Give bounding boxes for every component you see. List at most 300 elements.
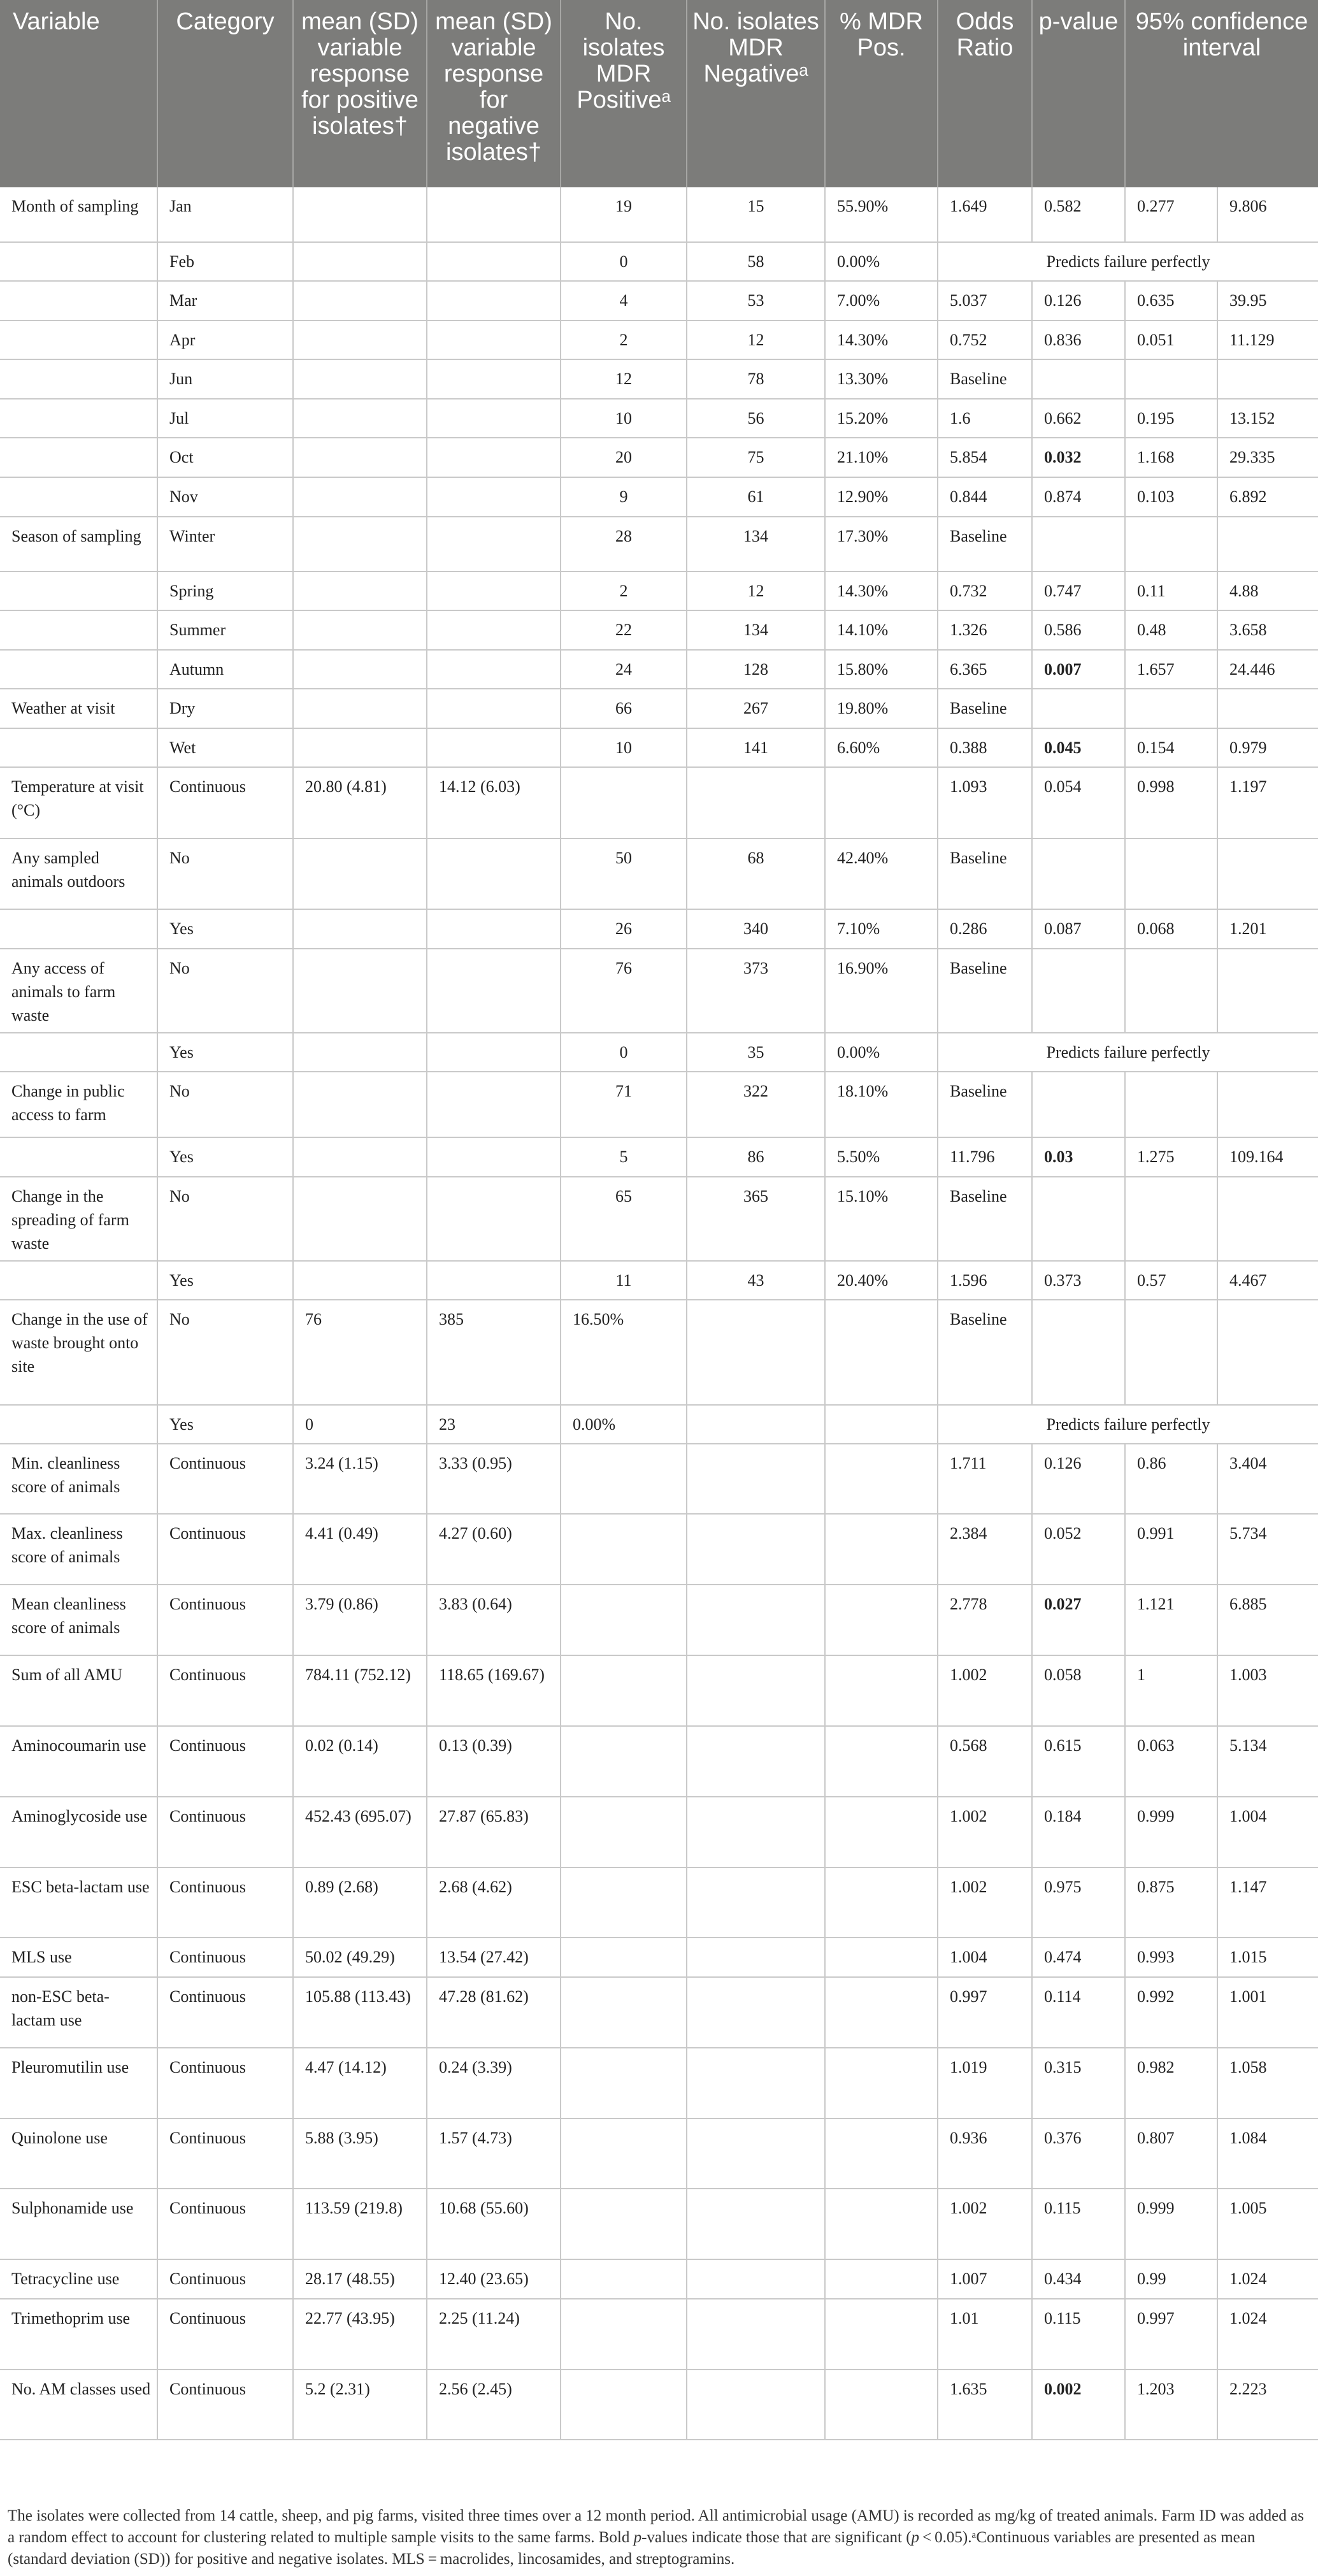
cell-category: Mar <box>157 281 293 320</box>
cell-mdr-positive <box>561 2259 687 2299</box>
cell-ci-high <box>1217 1300 1318 1405</box>
cell-mdr-percent: 0.00% <box>825 1033 938 1072</box>
cell-mdr-positive <box>561 1867 687 1938</box>
table-row <box>0 1938 1318 1977</box>
cell-mdr-percent <box>825 1405 938 1444</box>
cell-variable <box>0 438 157 477</box>
cell-variable: Quinolone use <box>0 2119 157 2189</box>
cell-odds-ratio: 1.596 <box>938 1261 1032 1300</box>
cell-category: Continuous <box>157 2370 293 2440</box>
cell-variable: Mean cleanliness score of animals <box>0 1585 157 1655</box>
cell-category: Continuous <box>157 1655 293 1726</box>
cell-ci-low: 0.998 <box>1125 767 1217 838</box>
cell-positive-mean: 76 <box>293 1300 427 1405</box>
cell-odds-ratio: 2.384 <box>938 1514 1032 1585</box>
cell-category: Continuous <box>157 2048 293 2119</box>
table-row <box>0 1444 1318 1514</box>
table-row <box>0 1177 1318 1261</box>
cell-category: Feb <box>157 242 293 281</box>
cell-positive-mean <box>293 949 427 1033</box>
cell-mdr-percent: 42.40% <box>825 838 938 909</box>
cell-negative-mean <box>427 650 561 689</box>
cell-mdr-negative: 43 <box>687 1261 825 1300</box>
cell-positive-mean: 22.77 (43.95) <box>293 2299 427 2370</box>
cell-category: Winter <box>157 517 293 572</box>
cell-mdr-positive <box>561 1514 687 1585</box>
table-row <box>0 650 1318 689</box>
cell-ci-high: 4.88 <box>1217 572 1318 610</box>
cell-positive-mean <box>293 838 427 909</box>
cell-positive-mean <box>293 1261 427 1300</box>
cell-negative-mean: 0.13 (0.39) <box>427 1726 561 1797</box>
cell-ci-low: 0.807 <box>1125 2119 1217 2189</box>
cell-positive-mean: 50.02 (49.29) <box>293 1938 427 1977</box>
cell-p-value <box>1032 838 1125 909</box>
cell-p-value: 0.007 <box>1032 650 1125 689</box>
cell-positive-mean: 0.89 (2.68) <box>293 1867 427 1938</box>
table-row <box>0 610 1318 650</box>
cell-mdr-positive <box>561 1977 687 2048</box>
cell-mdr-percent <box>825 2048 938 2119</box>
table-row <box>0 2189 1318 2259</box>
cell-mdr-percent: 15.20% <box>825 399 938 438</box>
cell-category: Continuous <box>157 1938 293 1977</box>
cell-mdr-positive: 2 <box>561 572 687 610</box>
table-row <box>0 1585 1318 1655</box>
cell-mdr-percent <box>825 1726 938 1797</box>
cell-p-value: 0.114 <box>1032 1977 1125 2048</box>
cell-variable: Weather at visit <box>0 689 157 728</box>
table-row <box>0 1726 1318 1797</box>
cell-mdr-positive: 0 <box>561 1033 687 1072</box>
cell-variable: non-ESC beta-lactam use <box>0 1977 157 2048</box>
cell-mdr-positive <box>561 2370 687 2440</box>
cell-negative-mean: 0.24 (3.39) <box>427 2048 561 2119</box>
cell-negative-mean <box>427 838 561 909</box>
cell-variable: Any sampled animals outdoors <box>0 838 157 909</box>
cell-mdr-positive <box>561 2299 687 2370</box>
cell-p-value: 0.376 <box>1032 2119 1125 2189</box>
cell-negative-mean <box>427 477 561 517</box>
cell-positive-mean <box>293 477 427 517</box>
cell-mdr-percent: 5.50% <box>825 1137 938 1177</box>
cell-mdr-negative: 12 <box>687 572 825 610</box>
cell-positive-mean <box>293 1137 427 1177</box>
cell-mdr-percent <box>825 2299 938 2370</box>
cell-mdr-positive <box>561 1655 687 1726</box>
cell-category: Continuous <box>157 1977 293 2048</box>
cell-category: Continuous <box>157 1726 293 1797</box>
cell-p-value: 0.087 <box>1032 909 1125 949</box>
cell-ci-low: 0.991 <box>1125 1514 1217 1585</box>
cell-mdr-percent: 12.90% <box>825 477 938 517</box>
cell-category: Spring <box>157 572 293 610</box>
cell-negative-mean <box>427 399 561 438</box>
cell-category: Summer <box>157 610 293 650</box>
cell-mdr-percent: 21.10% <box>825 438 938 477</box>
cell-mdr-negative <box>687 2048 825 2119</box>
cell-mdr-negative <box>687 1977 825 2048</box>
header-mdr-positive-text: No. isolates MDR Positiveᵃ <box>577 8 671 113</box>
cell-ci-low: 0.195 <box>1125 399 1217 438</box>
cell-mdr-positive: 66 <box>561 689 687 728</box>
cell-ci-high: 1.201 <box>1217 909 1318 949</box>
cell-p-value: 0.002 <box>1032 2370 1125 2440</box>
cell-category: Continuous <box>157 2259 293 2299</box>
cell-mdr-positive <box>561 1938 687 1977</box>
cell-ci-low: 0.103 <box>1125 477 1217 517</box>
cell-odds-ratio-note: Predicts failure perfectly <box>938 1405 1318 1444</box>
cell-odds-ratio: 6.365 <box>938 650 1032 689</box>
cell-variable: Tetracycline use <box>0 2259 157 2299</box>
header-mdr-positive <box>561 0 687 187</box>
cell-variable: Any access of animals to farm waste <box>0 949 157 1033</box>
cell-p-value: 0.373 <box>1032 1261 1125 1300</box>
cell-category: No <box>157 949 293 1033</box>
table-row <box>0 477 1318 517</box>
cell-positive-mean: 0.02 (0.14) <box>293 1726 427 1797</box>
cell-positive-mean <box>293 728 427 767</box>
header-positive-mean-text: mean (SD) variable response for positive isolates† <box>301 8 419 140</box>
cell-mdr-negative <box>687 2119 825 2189</box>
cell-mdr-negative: 75 <box>687 438 825 477</box>
cell-negative-mean: 385 <box>427 1300 561 1405</box>
cell-mdr-percent <box>825 767 938 838</box>
cell-category: Nov <box>157 477 293 517</box>
cell-ci-high: 1.024 <box>1217 2299 1318 2370</box>
cell-odds-ratio: 0.997 <box>938 1977 1032 2048</box>
cell-odds-ratio: 2.778 <box>938 1585 1032 1655</box>
cell-p-value: 0.615 <box>1032 1726 1125 1797</box>
cell-mdr-positive: 50 <box>561 838 687 909</box>
cell-mdr-positive <box>561 767 687 838</box>
table-row <box>0 2119 1318 2189</box>
cell-odds-ratio: 1.007 <box>938 2259 1032 2299</box>
cell-mdr-percent: 13.30% <box>825 359 938 399</box>
cell-ci-low: 1.168 <box>1125 438 1217 477</box>
cell-variable: Max. cleanliness score of animals <box>0 1514 157 1585</box>
cell-p-value: 0.975 <box>1032 1867 1125 1938</box>
cell-mdr-positive: 0.00% <box>561 1405 687 1444</box>
table-row <box>0 1261 1318 1300</box>
cell-mdr-percent: 7.00% <box>825 281 938 320</box>
cell-positive-mean <box>293 1177 427 1261</box>
cell-mdr-positive: 10 <box>561 399 687 438</box>
cell-negative-mean: 3.83 (0.64) <box>427 1585 561 1655</box>
cell-mdr-negative: 134 <box>687 610 825 650</box>
cell-variable: Change in the use of waste brought onto site <box>0 1300 157 1405</box>
cell-mdr-negative: 86 <box>687 1137 825 1177</box>
cell-mdr-negative <box>687 1444 825 1514</box>
cell-variable: Min. cleanliness score of animals <box>0 1444 157 1514</box>
cell-odds-ratio: 5.854 <box>938 438 1032 477</box>
cell-negative-mean: 14.12 (6.03) <box>427 767 561 838</box>
cell-odds-ratio: 0.568 <box>938 1726 1032 1797</box>
cell-ci-low: 0.999 <box>1125 2189 1217 2259</box>
footnote-part3: < 0.05).ᵃContinuous variables are presented as mean (standard deviation (SD)) for positive and negative isolates. MLS = macrolides, lincosamides, and streptogramins. <box>8 2529 1256 2568</box>
cell-mdr-positive: 24 <box>561 650 687 689</box>
cell-negative-mean <box>427 517 561 572</box>
cell-category: Yes <box>157 1033 293 1072</box>
cell-category: Continuous <box>157 1797 293 1867</box>
cell-mdr-positive: 4 <box>561 281 687 320</box>
cell-ci-high: 1.001 <box>1217 1977 1318 2048</box>
cell-ci-low <box>1125 1072 1217 1137</box>
cell-mdr-percent <box>825 1655 938 1726</box>
cell-ci-high <box>1217 689 1318 728</box>
cell-variable: Season of sampling <box>0 517 157 572</box>
cell-p-value <box>1032 1177 1125 1261</box>
cell-variable <box>0 650 157 689</box>
cell-ci-low <box>1125 689 1217 728</box>
cell-ci-high: 4.467 <box>1217 1261 1318 1300</box>
cell-mdr-negative: 141 <box>687 728 825 767</box>
cell-category: Continuous <box>157 2299 293 2370</box>
cell-negative-mean: 2.25 (11.24) <box>427 2299 561 2370</box>
cell-ci-high: 1.005 <box>1217 2189 1318 2259</box>
cell-category: Continuous <box>157 2119 293 2189</box>
cell-variable <box>0 610 157 650</box>
cell-mdr-positive: 71 <box>561 1072 687 1137</box>
table-row <box>0 1977 1318 2048</box>
cell-category: Apr <box>157 320 293 359</box>
cell-variable: No. AM classes used <box>0 2370 157 2440</box>
cell-mdr-negative <box>687 767 825 838</box>
table-row <box>0 2048 1318 2119</box>
cell-p-value <box>1032 949 1125 1033</box>
cell-ci-high: 39.95 <box>1217 281 1318 320</box>
cell-mdr-positive <box>561 1585 687 1655</box>
cell-variable: Sulphonamide use <box>0 2189 157 2259</box>
cell-mdr-negative <box>687 1797 825 1867</box>
cell-mdr-negative: 12 <box>687 320 825 359</box>
cell-positive-mean: 452.43 (695.07) <box>293 1797 427 1867</box>
cell-p-value: 0.115 <box>1032 2299 1125 2370</box>
cell-mdr-positive: 76 <box>561 949 687 1033</box>
cell-category: Yes <box>157 1137 293 1177</box>
cell-negative-mean <box>427 610 561 650</box>
cell-mdr-percent <box>825 1444 938 1514</box>
table-row <box>0 1405 1318 1444</box>
cell-p-value: 0.474 <box>1032 1938 1125 1977</box>
cell-positive-mean <box>293 517 427 572</box>
cell-mdr-positive: 9 <box>561 477 687 517</box>
cell-ci-high: 1.084 <box>1217 2119 1318 2189</box>
cell-odds-ratio: 1.019 <box>938 2048 1032 2119</box>
cell-p-value: 0.586 <box>1032 610 1125 650</box>
cell-positive-mean: 3.79 (0.86) <box>293 1585 427 1655</box>
cell-category: Continuous <box>157 767 293 838</box>
cell-mdr-negative <box>687 1514 825 1585</box>
cell-odds-ratio: 1.635 <box>938 2370 1032 2440</box>
cell-mdr-percent: 15.80% <box>825 650 938 689</box>
cell-category: Yes <box>157 1405 293 1444</box>
cell-positive-mean <box>293 438 427 477</box>
table-row <box>0 399 1318 438</box>
cell-mdr-negative <box>687 2259 825 2299</box>
cell-negative-mean <box>427 1177 561 1261</box>
cell-mdr-negative <box>687 1585 825 1655</box>
cell-ci-high: 1.197 <box>1217 767 1318 838</box>
cell-p-value: 0.747 <box>1032 572 1125 610</box>
cell-ci-high: 3.404 <box>1217 1444 1318 1514</box>
cell-p-value: 0.032 <box>1032 438 1125 477</box>
cell-ci-high: 1.015 <box>1217 1938 1318 1977</box>
cell-variable <box>0 909 157 949</box>
cell-odds-ratio: Baseline <box>938 1177 1032 1261</box>
cell-negative-mean: 10.68 (55.60) <box>427 2189 561 2259</box>
cell-positive-mean: 784.11 (752.12) <box>293 1655 427 1726</box>
cell-odds-ratio: 1.004 <box>938 1938 1032 1977</box>
cell-odds-ratio: 0.732 <box>938 572 1032 610</box>
cell-variable: Trimethoprim use <box>0 2299 157 2370</box>
cell-category: Autumn <box>157 650 293 689</box>
footnote-part2: -values indicate those that are significant ( <box>641 2529 912 2546</box>
cell-odds-ratio-note: Predicts failure perfectly <box>938 242 1318 281</box>
cell-mdr-positive: 26 <box>561 909 687 949</box>
cell-positive-mean: 5.88 (3.95) <box>293 2119 427 2189</box>
cell-positive-mean <box>293 187 427 242</box>
cell-mdr-negative <box>687 1726 825 1797</box>
cell-mdr-positive: 11 <box>561 1261 687 1300</box>
table-row <box>0 242 1318 281</box>
cell-ci-high: 1.003 <box>1217 1655 1318 1726</box>
table-row <box>0 1033 1318 1072</box>
cell-variable <box>0 1137 157 1177</box>
cell-p-value: 0.052 <box>1032 1514 1125 1585</box>
cell-odds-ratio: Baseline <box>938 689 1032 728</box>
cell-ci-low: 1 <box>1125 1655 1217 1726</box>
cell-variable <box>0 572 157 610</box>
header-positive-mean <box>293 0 427 187</box>
cell-ci-high <box>1217 517 1318 572</box>
cell-p-value: 0.027 <box>1032 1585 1125 1655</box>
cell-mdr-positive <box>561 2119 687 2189</box>
cell-odds-ratio: Baseline <box>938 359 1032 399</box>
cell-negative-mean: 47.28 (81.62) <box>427 1977 561 2048</box>
cell-odds-ratio: 1.093 <box>938 767 1032 838</box>
cell-negative-mean <box>427 320 561 359</box>
cell-positive-mean <box>293 242 427 281</box>
cell-mdr-percent: 15.10% <box>825 1177 938 1261</box>
cell-mdr-percent <box>825 2189 938 2259</box>
cell-ci-low: 0.982 <box>1125 2048 1217 2119</box>
table-row <box>0 517 1318 572</box>
cell-ci-high: 1.004 <box>1217 1797 1318 1867</box>
cell-category: Jun <box>157 359 293 399</box>
cell-ci-high: 2.223 <box>1217 2370 1318 2440</box>
cell-variable <box>0 1405 157 1444</box>
cell-mdr-percent <box>825 2259 938 2299</box>
cell-p-value <box>1032 359 1125 399</box>
cell-odds-ratio: 0.388 <box>938 728 1032 767</box>
cell-mdr-positive: 22 <box>561 610 687 650</box>
cell-ci-low: 0.635 <box>1125 281 1217 320</box>
header-mdr-negative-text: No. isolates MDR Negativeᵃ <box>692 8 819 87</box>
cell-negative-mean <box>427 187 561 242</box>
cell-ci-low <box>1125 517 1217 572</box>
cell-variable <box>0 242 157 281</box>
cell-odds-ratio: 1.711 <box>938 1444 1032 1514</box>
cell-p-value: 0.582 <box>1032 187 1125 242</box>
cell-p-value: 0.874 <box>1032 477 1125 517</box>
cell-mdr-negative: 15 <box>687 187 825 242</box>
cell-positive-mean <box>293 650 427 689</box>
cell-mdr-positive: 16.50% <box>561 1300 687 1405</box>
cell-mdr-percent: 6.60% <box>825 728 938 767</box>
cell-category: Continuous <box>157 2189 293 2259</box>
cell-odds-ratio: 1.01 <box>938 2299 1032 2370</box>
cell-positive-mean: 3.24 (1.15) <box>293 1444 427 1514</box>
header-mdr-percent: % MDR Pos. <box>825 0 938 187</box>
cell-mdr-negative: 365 <box>687 1177 825 1261</box>
cell-mdr-positive <box>561 2048 687 2119</box>
cell-mdr-negative <box>687 1300 825 1405</box>
table-row <box>0 949 1318 1033</box>
cell-negative-mean: 118.65 (169.67) <box>427 1655 561 1726</box>
cell-category: Jan <box>157 187 293 242</box>
cell-mdr-percent: 20.40% <box>825 1261 938 1300</box>
cell-mdr-percent: 14.30% <box>825 572 938 610</box>
cell-negative-mean: 23 <box>427 1405 561 1444</box>
cell-negative-mean <box>427 689 561 728</box>
cell-negative-mean: 13.54 (27.42) <box>427 1938 561 1977</box>
cell-variable: Change in the spreading of farm waste <box>0 1177 157 1261</box>
cell-negative-mean <box>427 281 561 320</box>
cell-negative-mean <box>427 1137 561 1177</box>
cell-ci-low: 0.11 <box>1125 572 1217 610</box>
cell-p-value: 0.434 <box>1032 2259 1125 2299</box>
cell-p-value <box>1032 689 1125 728</box>
footnote-p-italic-2: p <box>911 2529 920 2546</box>
cell-ci-low: 0.068 <box>1125 909 1217 949</box>
cell-ci-low: 0.992 <box>1125 1977 1217 2048</box>
cell-mdr-percent: 55.90% <box>825 187 938 242</box>
cell-ci-high: 24.446 <box>1217 650 1318 689</box>
cell-category: Continuous <box>157 1514 293 1585</box>
cell-ci-high: 1.024 <box>1217 2259 1318 2299</box>
cell-p-value: 0.03 <box>1032 1137 1125 1177</box>
cell-mdr-positive: 2 <box>561 320 687 359</box>
cell-mdr-negative <box>687 1867 825 1938</box>
cell-ci-low: 0.48 <box>1125 610 1217 650</box>
cell-odds-ratio: 1.649 <box>938 187 1032 242</box>
cell-ci-high: 11.129 <box>1217 320 1318 359</box>
cell-odds-ratio: 5.037 <box>938 281 1032 320</box>
cell-mdr-negative <box>687 1938 825 1977</box>
cell-positive-mean <box>293 909 427 949</box>
cell-p-value: 0.115 <box>1032 2189 1125 2259</box>
cell-ci-low: 1.203 <box>1125 2370 1217 2440</box>
cell-mdr-percent: 19.80% <box>825 689 938 728</box>
cell-negative-mean: 27.87 (65.83) <box>427 1797 561 1867</box>
cell-mdr-positive: 20 <box>561 438 687 477</box>
cell-mdr-positive: 0 <box>561 242 687 281</box>
cell-variable <box>0 399 157 438</box>
cell-odds-ratio: 1.002 <box>938 2189 1032 2259</box>
table-row <box>0 187 1318 242</box>
cell-mdr-negative: 78 <box>687 359 825 399</box>
cell-mdr-positive: 5 <box>561 1137 687 1177</box>
cell-category: No <box>157 1177 293 1261</box>
cell-mdr-percent <box>825 1867 938 1938</box>
cell-category: No <box>157 1072 293 1137</box>
cell-odds-ratio: 1.6 <box>938 399 1032 438</box>
cell-mdr-positive: 12 <box>561 359 687 399</box>
footnote-part1: The isolates were collected from 14 cattle, sheep, and pig farms, visited three times over a 12 month period. All antimicrobial usage (AMU) is recorded as mg/kg of treated animals. Farm ID was added as a random effect to account for clustering related to multiple sample visits to the same farms. Bold <box>8 2507 1304 2546</box>
cell-ci-low <box>1125 1177 1217 1261</box>
cell-mdr-positive: 65 <box>561 1177 687 1261</box>
